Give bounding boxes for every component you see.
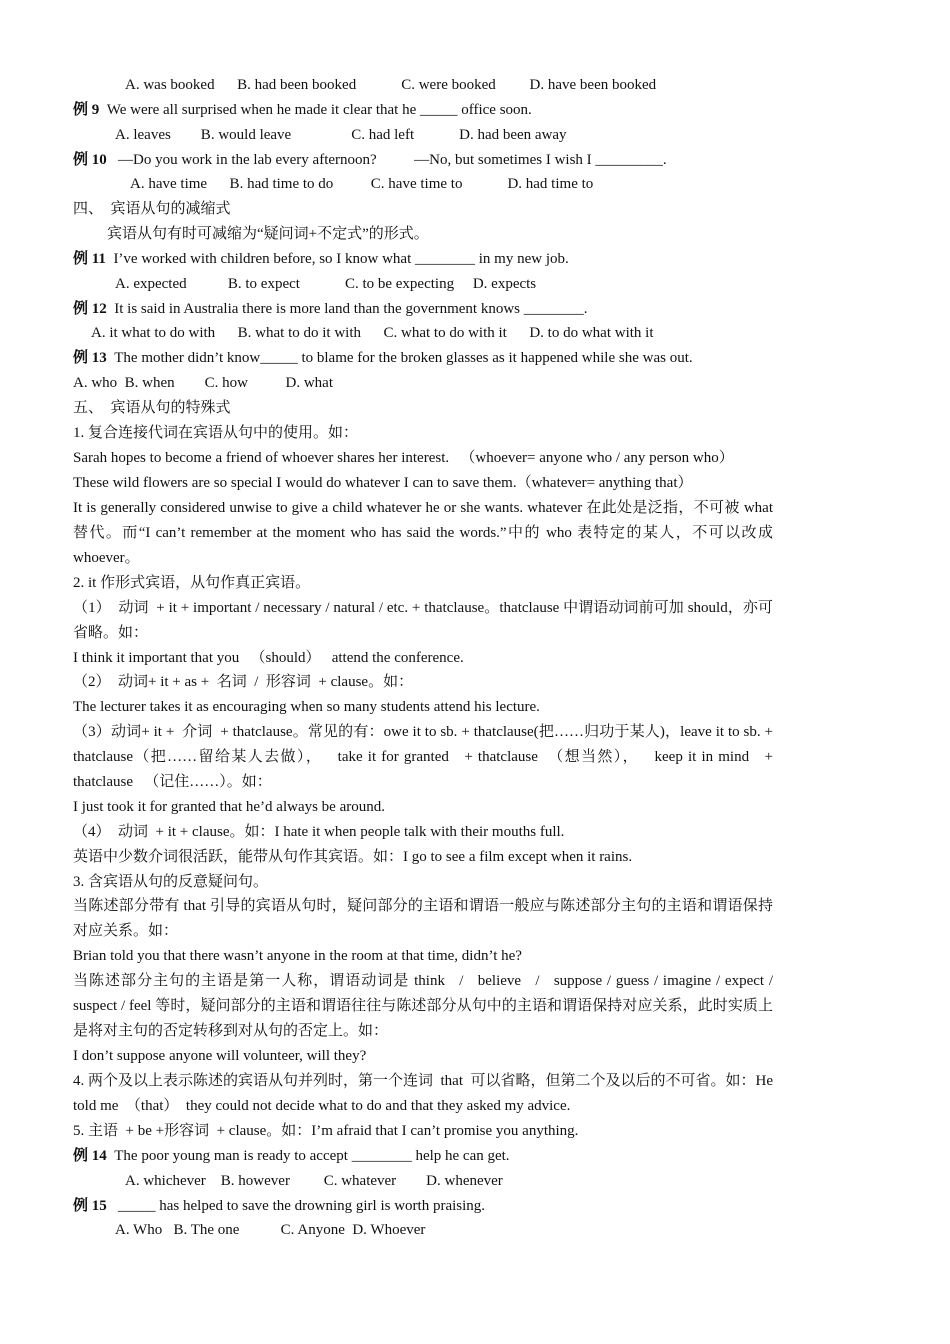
paragraph: 英语中少数介词很活跃，能带从句作其宾语。如：I go to see a film except when it rains.: [73, 848, 633, 865]
paragraph: （4） 动词 + it + clause。如：I hate it when people talk with their mouths full.: [73, 823, 565, 840]
example-11: [73, 247, 773, 272]
paragraph: 当陈述部分主句的主语是第一人称，谓语动词是 think / believe / suppose / guess / imagine / expect / suspect / feel 等时，疑问部分的主语和谓语往往与陈述部分从句中的主语和谓语保持对应关系，此时实质上是将对主句的否定转移到对从句的否定上。如：: [73, 973, 777, 1040]
example-15: [73, 1194, 773, 1219]
section-intro: 宾语从句有时可减缩为“疑问词+不定式”的形式。: [107, 226, 429, 243]
example-question: —Do you work in the lab every afternoon? —No, but sometimes I wish I _________.: [106, 151, 667, 168]
paragraph: （3）动词+ it + 介词 + thatclause。常见的有：owe it to sb. + thatclause(把……归功于某人)，leave it to sb. + thatclause（把……留给某人去做）， take it for granted + thatclause （想当然）， keep it in mind + thatclause （记住……）。如：: [73, 724, 777, 791]
subsection-5: 5. 主语 + be +形容词 + clause。如：I’m afraid that I can’t promise you anything.: [73, 1123, 579, 1140]
subsection-4: 4. 两个及以上表示陈述的宾语从句并列时，第一个连词 that 可以省略，但第二个及以后的不可省。如：He told me （that） they could not decide what to do and that they asked my advice.: [73, 1073, 777, 1115]
example-question: We were all surprised when he made it clear that he _____ office soon.: [99, 101, 532, 118]
example-sentence: I just took it for granted that he’d always be around.: [73, 799, 385, 816]
subsection-3: 3. 含宾语从句的反意疑问句。: [73, 873, 269, 890]
example-label: 例 11: [73, 250, 106, 267]
example-question: It is said in Australia there is more land than the government knows ________.: [106, 300, 588, 317]
section-heading-5: 五、 宾语从句的特殊式: [73, 399, 231, 416]
example-label: 例 10: [73, 151, 107, 168]
option-line: A. expected B. to expect C. to be expecting D. expects: [115, 275, 537, 292]
example-sentence: Brian told you that there wasn’t anyone in the room at that time, didn’t he?: [73, 948, 522, 965]
option-line: A. it what to do with B. what to do it with C. what to do with it D. to do what with it: [91, 325, 654, 342]
option-line: A. Who B. The one C. Anyone D. Whoever: [115, 1222, 426, 1239]
example-10: [73, 148, 773, 173]
example-14: [73, 1144, 773, 1169]
example-label: 例 12: [73, 300, 107, 317]
option-line: A. who B. when C. how D. what: [73, 375, 333, 392]
paragraph: （2） 动词+ it + as + 名词 / 形容词 + clause。如：: [73, 674, 414, 691]
option-line: A. was booked B. had been booked C. were booked D. have been booked: [125, 77, 657, 93]
example-label: 例 14: [73, 1147, 107, 1164]
paragraph: （1） 动词 + it + important / necessary / natural / etc. + thatclause。thatclause 中谓语动词前可加 should，亦可省略。如：: [73, 599, 773, 641]
paragraph: Sarah hopes to become a friend of whoever shares her interest. （whoever= anyone who / any person who）: [73, 449, 734, 466]
example-question: _____ has helped to save the drowning girl is worth praising.: [106, 1197, 486, 1214]
example-sentence: The lecturer takes it as encouraging when so many students attend his lecture.: [73, 699, 540, 716]
example-sentence: I think it important that you （should） attend the conference.: [73, 649, 464, 666]
subsection-1: 1. 复合连接代词在宾语从句中的使用。如：: [73, 424, 359, 441]
option-line: A. leaves B. would leave C. had left D. had been away: [115, 126, 567, 143]
example-9: [73, 98, 773, 123]
example-question: The mother didn’t know_____ to blame for the broken glasses as it happened while she was out.: [106, 350, 693, 367]
example-label: 例 9: [73, 101, 100, 118]
example-question: I’ve worked with children before, so I know what ________ in my new job.: [105, 250, 569, 267]
example-12: [73, 297, 773, 322]
option-line: A. whichever B. however C. whatever D. whenever: [125, 1172, 503, 1189]
paragraph: These wild flowers are so special I would do whatever I can to save them.（whatever= anything that）: [73, 474, 693, 491]
example-13: [73, 346, 773, 371]
option-line: A. have time B. had time to do C. have time to D. had time to: [130, 176, 594, 193]
example-question: The poor young man is ready to accept ________ help he can get.: [106, 1147, 510, 1164]
paragraph: It is generally considered unwise to give a child whatever he or she wants. whatever 在此处是泛指，不可被 what 替代。而“I can’t remember at the moment who has said the words.”中的 who 表特定的某人，不可以改成 whoever。: [73, 499, 777, 566]
document-page: [73, 73, 777, 1243]
example-sentence: I don’t suppose anyone will volunteer, will they?: [73, 1048, 367, 1065]
subsection-2: 2. it 作形式宾语，从句作真正宾语。: [73, 574, 311, 591]
paragraph: 当陈述部分带有 that 引导的宾语从句时，疑问部分的主语和谓语一般应与陈述部分主句的主语和谓语保持对应关系。如：: [73, 898, 773, 940]
example-label: 例 15: [73, 1197, 107, 1214]
example-label: 例 13: [73, 350, 107, 367]
section-heading-4: 四、 宾语从句的减缩式: [73, 201, 231, 218]
